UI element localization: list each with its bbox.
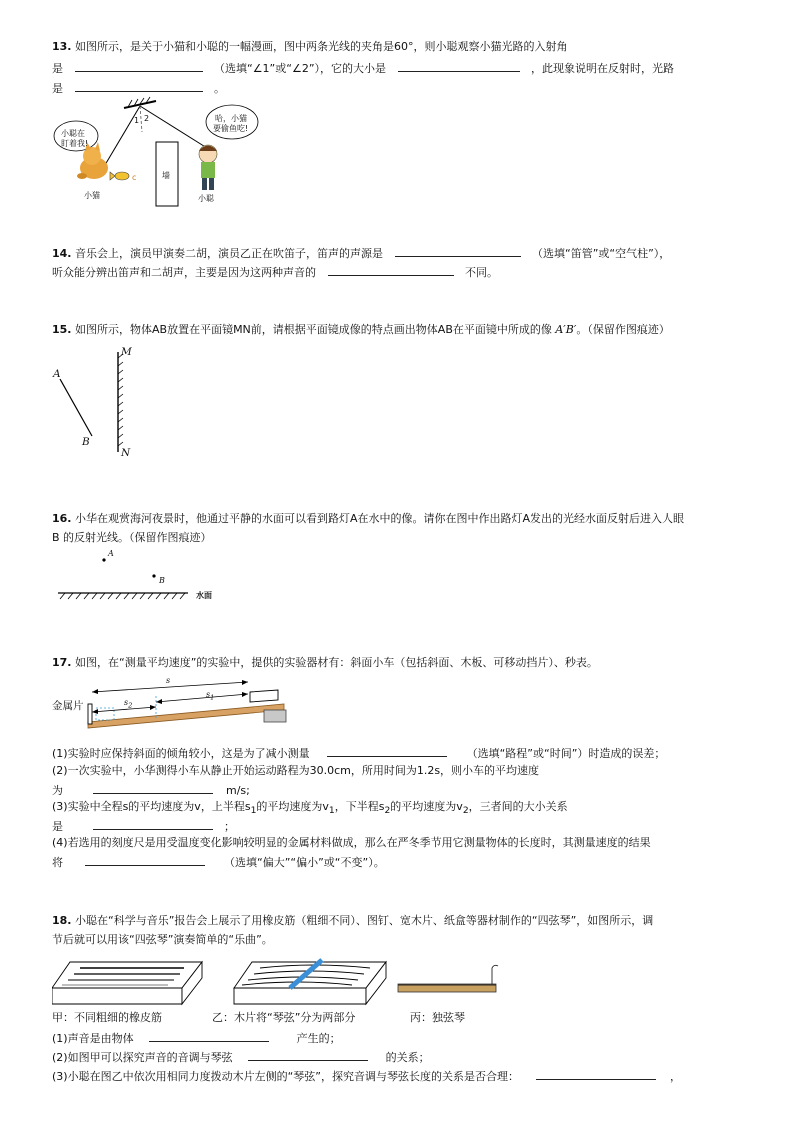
q17-part-2b — [52, 782, 250, 798]
q17-answer-blank-2[interactable] — [93, 782, 213, 794]
q18-part-2 — [52, 1049, 430, 1065]
figure-b-caption: 乙：木片将“琴弦”分为两部分 — [212, 1011, 356, 1024]
distance-s2-label — [124, 698, 132, 710]
metal-plate-label: 金属片 — [52, 700, 84, 712]
figure-c-caption: 丙：独弦琴 — [410, 1011, 465, 1024]
q17-p3-s1-sub: 1 — [250, 805, 257, 817]
q17-p2-unit: m/s; — [226, 784, 250, 797]
q18-answer-blank-1[interactable] — [149, 1030, 269, 1042]
q14-text-1: 音乐会上，演员甲演奏二胡，演员乙正在吹笛子，笛声的声源是 — [75, 247, 383, 260]
q17-p3-end: ； — [224, 820, 235, 833]
q17-p3-v1-sub: 1 — [328, 805, 335, 817]
q14-hint: （选填“笛管”或“空气柱”）， — [532, 247, 671, 260]
q17-p4-hint: （选填“偏大”“偏小”或“不变”）。 — [224, 856, 385, 869]
point-n-label: N — [121, 447, 131, 459]
q18-p1-text: (1)声音是由物体 — [52, 1032, 134, 1045]
q17-incline-diagram — [52, 674, 292, 738]
cat-bubble-line-2: 盯着我! — [61, 139, 89, 148]
q18-line-2 — [52, 933, 273, 947]
point-a-label: A — [53, 368, 61, 380]
q18-p3-tail: ， — [669, 1070, 681, 1083]
q18-answer-blank-2[interactable] — [248, 1049, 368, 1061]
q13-number: 13. — [52, 40, 72, 53]
s1-subscript: 1 — [210, 693, 215, 702]
q16-figure — [56, 548, 226, 606]
q18-p2-tail: 的关系； — [385, 1051, 430, 1064]
q13-is: 是 — [52, 62, 63, 75]
wall-label: 墙 — [162, 171, 170, 180]
q17-p1-hint: （选填“路程”或“时间”）时造成的误差； — [466, 747, 666, 760]
q13-hint: （选填“∠1”或“∠2”），它的大小是 — [214, 62, 387, 75]
q13-figure — [52, 96, 272, 208]
s2-symbol: s — [124, 698, 129, 707]
svg-text:c: c — [132, 173, 137, 182]
q18-p3-text: (3)小聪在图乙中依次用相同力度拨动木片左侧的“琴弦”，探究音调与琴弦长度的关系是否合理： — [52, 1070, 519, 1083]
q15-figure — [50, 344, 150, 464]
water-surface-label: 水面 — [196, 591, 212, 600]
q13-line-2 — [52, 60, 674, 76]
eye-b-label: B — [159, 576, 165, 585]
s1-symbol: s — [206, 690, 211, 699]
q15-number: 15. — [52, 323, 72, 336]
q13-answer-blank-3[interactable] — [75, 80, 203, 92]
q18-figures — [52, 954, 512, 1010]
cat-bubble-line-1: 小聪在 — [61, 129, 85, 138]
q13-is-2: 是 — [52, 82, 63, 95]
q17-p3-c: ，下半程s — [334, 800, 385, 813]
q17-part-4 — [52, 836, 651, 850]
q14-number: 14. — [52, 247, 72, 260]
q17-part-3b — [52, 818, 235, 834]
point-b-label: B — [82, 436, 90, 448]
q13-line-1 — [52, 40, 568, 54]
q15-text: 如图所示，物体AB放置在平面镜MN前，请根据平面镜成像的特点画出物体AB在平面镜中所成的像 — [75, 323, 552, 336]
q16-number: 16. — [52, 512, 72, 525]
q17-line-1 — [52, 656, 598, 670]
q17-intro: 如图，在“测量平均速度”的实验中，提供的实验器材有：斜面小车（包括斜面、木板、可移动挡片）、秒表。 — [75, 656, 598, 669]
q17-number: 17. — [52, 656, 72, 669]
q17-answer-blank-3[interactable] — [93, 818, 213, 830]
q18-text-1: 小聪在“科学与音乐”报告会上展示了用橡皮筋（粗细不同）、图钉、宽木片、纸盒等器材制作的“四弦琴”，如图所示，调 — [75, 914, 654, 927]
point-m-label: M — [121, 346, 132, 358]
q16-text-1: 小华在观赏海河夜景时，他通过平静的水面可以看到路灯A在水中的像。请你在图中作出路灯A发出的光经水面反射后进入人眼 — [75, 512, 685, 525]
q18-p2-text: (2)如图甲可以探究声音的音调与琴弦 — [52, 1051, 233, 1064]
q13-end: 。 — [214, 82, 225, 95]
q17-answer-blank-1[interactable] — [327, 745, 447, 757]
q17-p3-d: 的平均速度为v — [390, 800, 463, 813]
q17-figure — [52, 674, 292, 738]
q18-line-1 — [52, 914, 653, 928]
q18-answer-blank-3[interactable] — [536, 1068, 656, 1080]
q17-answer-blank-4[interactable] — [85, 854, 205, 866]
q14-text-2: 听众能分辨出笛声和二胡声，主要是因为这两种声音的 — [52, 266, 316, 279]
q16-line-1 — [52, 512, 684, 526]
boy-label: 小聪 — [198, 194, 214, 203]
q18-number: 18. — [52, 914, 72, 927]
distance-s-label: s — [166, 676, 171, 685]
q13-line-3 — [52, 80, 225, 96]
s2-subscript: 2 — [128, 701, 133, 710]
q16-line-2 — [52, 531, 212, 545]
q17-p2-is: 为 — [52, 784, 63, 797]
q14-answer-blank-2[interactable] — [328, 264, 454, 276]
q14-line-1 — [52, 245, 670, 261]
q18-part-1 — [52, 1030, 341, 1046]
q17-p3-is: 是 — [52, 820, 63, 833]
q17-part-2 — [52, 764, 539, 778]
cat-label: 小猫 — [84, 191, 100, 200]
q15-image-label: A′B′ — [555, 323, 577, 336]
q18-part-3 — [52, 1068, 681, 1084]
q15-tail: 。（保留作图痕迹） — [576, 323, 670, 336]
q14-line-2 — [52, 264, 498, 280]
distance-s1-label — [206, 690, 214, 702]
q17-p4-text: (4)若选用的刻度尺是用受温度变化影响较明显的金属材料做成，那么在严冬季节用它测量物体的长度时，其测量速度的结果 — [52, 836, 651, 849]
q17-p3-a: (3)实验中全程s的平均速度为v，上半程s — [52, 800, 251, 813]
lamp-a-label: A — [108, 549, 114, 558]
angle-1-label: 1 — [134, 116, 140, 125]
q18-text-2: 节后就可以用该“四弦琴”演奏简单的“乐曲”。 — [52, 933, 273, 946]
q14-answer-blank-1[interactable] — [395, 245, 521, 257]
q17-part-1 — [52, 745, 665, 761]
q17-p3-s2-sub: 2 — [384, 805, 391, 817]
q17-p3-e: ，三者间的大小关系 — [468, 800, 568, 813]
angle-2-label: 2 — [144, 114, 150, 123]
q13-answer-blank-2[interactable] — [398, 60, 520, 72]
q14-tail: 不同。 — [465, 266, 498, 279]
q15-mirror-diagram — [50, 344, 150, 464]
figure-a-caption: 甲：不同粗细的橡皮筋 — [52, 1011, 162, 1024]
q16-text-2: B 的反射光线。（保留作图痕迹） — [52, 531, 212, 544]
q17-p4-is: 将 — [52, 856, 63, 869]
q17-p3-v2-sub: 2 — [462, 805, 469, 817]
q13-answer-blank-1[interactable] — [75, 60, 203, 72]
q17-part-4b — [52, 854, 385, 870]
q13-tail: ，此现象说明在反射时，光路 — [531, 62, 675, 75]
q15-line-1 — [52, 323, 670, 337]
q18-instrument-diagrams — [52, 954, 512, 1010]
q13-text: 如图所示，是关于小猫和小聪的一幅漫画，图中两条光线的夹角是60°，则小聪观察小猫光路的入射角 — [75, 40, 568, 53]
q17-p2-text: (2)一次实验中，小华测得小车从静止开始运动路程为30.0cm，所用时间为1.2s，则小车的平均速度 — [52, 764, 540, 777]
boy-bubble-line-1: 哈，小猫 — [215, 114, 247, 123]
q17-p3-b: 的平均速度为v — [256, 800, 329, 813]
boy-bubble-line-2: 要偷鱼吃! — [213, 124, 249, 133]
q17-part-3 — [52, 800, 568, 818]
q18-p1-tail: 产生的； — [296, 1032, 341, 1045]
q17-p1-text: (1)实验时应保持斜面的倾角较小，这是为了减小测量 — [52, 747, 310, 760]
